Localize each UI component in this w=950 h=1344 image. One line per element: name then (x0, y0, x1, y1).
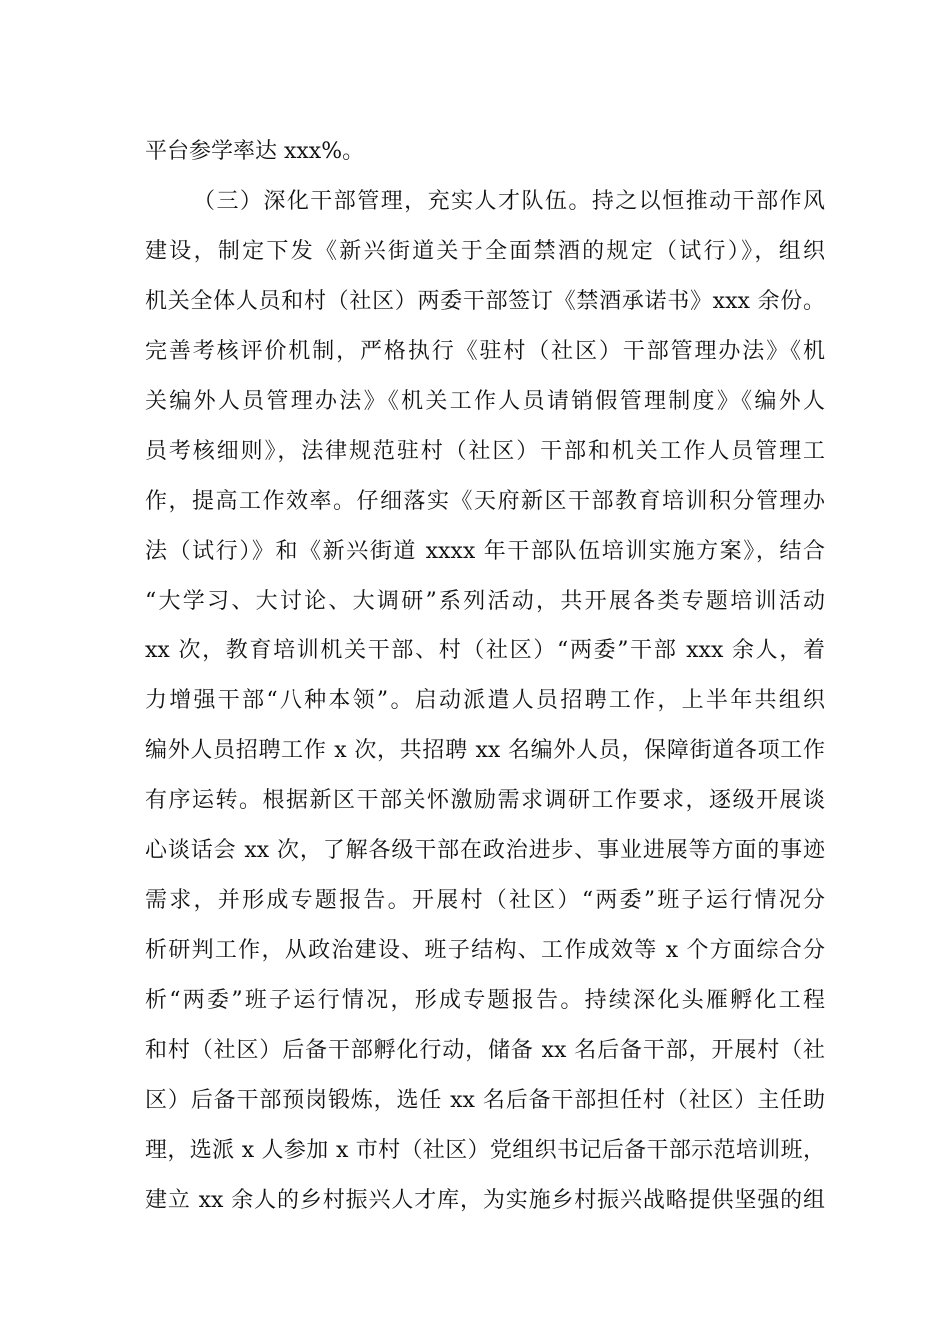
text-line-4: 机关全体人员和村（社区）两委干部签订《禁酒承诺书》xxx 余份。 (145, 289, 825, 314)
text-line-15: 心谈话会 xx 次，了解各级干部在政治进步、事业进展等方面的事迹 (145, 838, 825, 863)
text-line-10: “大学习、大讨论、大调研”系列活动，共开展各类专题培训活动 (145, 589, 825, 614)
text-line-22: 建立 xx 余人的乡村振兴人才库，为实施乡村振兴战略提供坚强的组 (145, 1188, 825, 1213)
text-line-17: 析研判工作，从政治建设、班子结构、工作成效等 x 个方面综合分 (145, 938, 825, 963)
text-line-21: 理，选派 x 人参加 x 市村（社区）党组织书记后备干部示范培训班， (145, 1138, 825, 1163)
text-line-6: 关编外人员管理办法》《机关工作人员请销假管理制度》《编外人 (145, 389, 825, 414)
text-line-1: 平台参学率达 xxx%。 (145, 139, 365, 164)
text-line-19: 和村（社区）后备干部孵化行动，储备 xx 名后备干部，开展村（社 (145, 1038, 825, 1063)
text-line-13: 编外人员招聘工作 x 次，共招聘 xx 名编外人员，保障街道各项工作 (145, 738, 825, 763)
text-line-11: xx 次，教育培训机关干部、村（社区）“两委”干部 xxx 余人，着 (145, 638, 825, 663)
text-line-20: 区）后备干部预岗锻炼，选任 xx 名后备干部担任村（社区）主任助 (145, 1088, 825, 1113)
text-line-2: （三）深化干部管理，充实人才队伍。持之以恒推动干部作风 (193, 189, 825, 214)
text-line-18: 析“两委”班子运行情况，形成专题报告。持续深化头雁孵化工程 (145, 988, 825, 1013)
text-line-16: 需求，并形成专题报告。开展村（社区）“两委”班子运行情况分 (145, 888, 825, 913)
text-line-3: 建设，制定下发《新兴街道关于全面禁酒的规定（试行）》，组织 (145, 239, 825, 264)
text-line-7: 员考核细则》，法律规范驻村（社区）干部和机关工作人员管理工 (145, 439, 825, 464)
text-line-5: 完善考核评价机制，严格执行《驻村（社区）干部管理办法》《机 (145, 339, 825, 364)
text-line-8: 作，提高工作效率。仔细落实《天府新区干部教育培训积分管理办 (145, 489, 825, 514)
text-line-12: 力增强干部“八种本领”。启动派遣人员招聘工作，上半年共组织 (145, 688, 825, 713)
text-line-9: 法（试行）》和《新兴街道 xxxx 年干部队伍培训实施方案》，结合 (145, 539, 825, 564)
text-line-14: 有序运转。根据新区干部关怀激励需求调研工作要求，逐级开展谈 (145, 788, 825, 813)
